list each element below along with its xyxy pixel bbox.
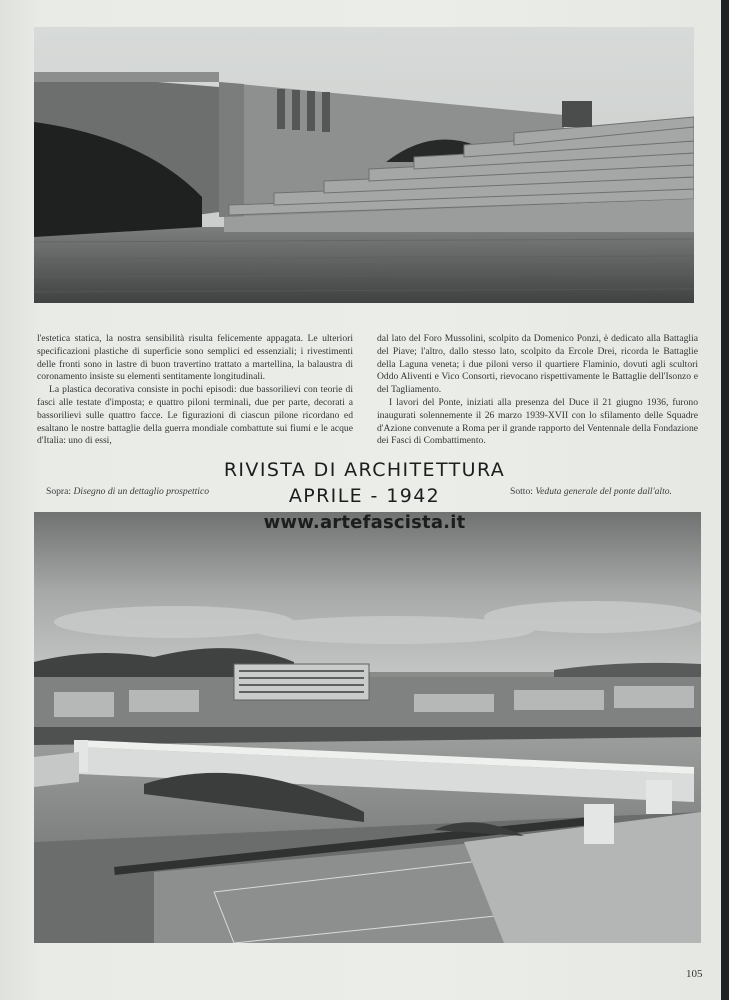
caption-text: Veduta generale del ponte dall'alto. [535,486,672,497]
article-paragraph: l'estetica statica, la nostra sensibilità risulta felicemente appagata. Le ulteriori specificazioni plastiche di superficie sono semplici ed essenziali; i rivestimenti delle fronti sono in lastre di buon travertino trattato a martellina, la balaustra di coronamento insiste su elementi sentitamente longitudinali. [37,333,353,383]
bridge-aerial-illustration [34,512,701,943]
caption-text: Disegno di un dettaglio prospettico [73,486,210,497]
article-paragraph: dal lato del Foro Mussolini, scolpito da Domenico Ponzi, è dedicato alla Battaglia del Piave; l'altro, dallo stesso lato, scolpito da Ercole Drei, ricorda le Battaglie della Laguna veneta; i due piloni verso il quartiere Flaminio, dovuti agli scultori Oddo Aliventi e Vico Consorti, rievocano rispettivamente le Battaglie dell'Isonzo e del Tagliamento. [377,333,698,396]
photo-bridge-detail-drawing [34,27,694,303]
article-column-left [37,333,353,448]
article-paragraph: I lavori del Ponte, iniziati alla presenza del Duce il 21 giugno 1936, furono inaugurati solennemente il 26 marzo 1939-XVII con lo sfilamento delle Squadre d'Azione convenute a Roma per il grande rapporto del Ventennale della Fondazione dei Fasci di Combattimento. [377,396,698,447]
caption-prefix: Sotto: [510,486,533,497]
photo-bridge-aerial-view [34,512,701,943]
page-edge-shadow [721,0,729,1000]
article-paragraph: La plastica decorativa consiste in pochi episodi: due bassorilievi con teorie di fasci alle testate d'imposta; e quattro piloni terminali, due per parte, decorati a bassorilievi sulle quattro facce. Le figurazioni di ciascun pilone ricordano ed esaltano le nostre battaglie della guerra mondiale combattute sui fiumi e le acque d'Italia: uno di essi, [37,384,353,447]
caption-prefix: Sopra: [46,486,72,497]
watermark-magazine-title: RIVISTA DI ARCHITETTURA [223,459,506,481]
bridge-detail-illustration [34,27,694,303]
page-number: 105 [686,968,703,980]
watermark-issue-date: APRILE - 1942 [288,485,441,507]
article-column-right [377,333,698,448]
watermark-url: www.artefascista.it [263,512,466,533]
